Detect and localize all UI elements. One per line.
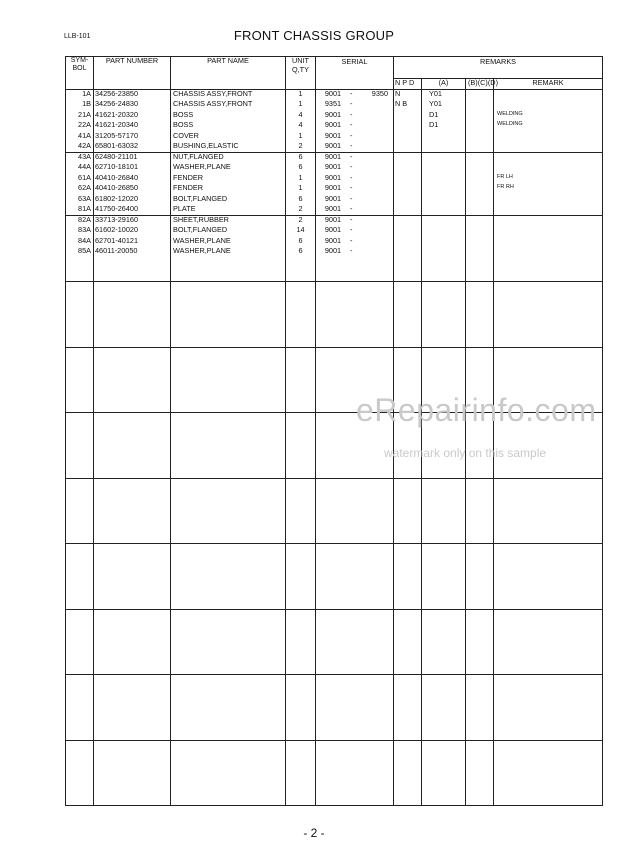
cell-part-name: SHEET,RUBBER [171, 216, 286, 227]
cell-serial-b: 9350 [371, 89, 388, 98]
cell-remark: WELDING [494, 121, 603, 132]
cell-remark-a [422, 184, 466, 195]
cell-remark-a [422, 247, 466, 258]
cell-serial-a: 9001 [324, 215, 342, 224]
part-group [66, 216, 603, 282]
empty-cell [494, 258, 603, 282]
watermark-main: eRepairinfo.com [356, 392, 597, 428]
empty-cell [66, 544, 94, 610]
header-remark-d: (D) [487, 78, 499, 87]
empty-cell [316, 740, 394, 806]
cell-serial-a: 9001 [324, 193, 342, 203]
cell-remark-a [422, 132, 466, 143]
cell-unit-qty: 6 [286, 247, 316, 258]
cell-remark-bcd [466, 195, 494, 206]
cell-remark-bcd [466, 216, 494, 227]
part-group [66, 153, 603, 216]
cell-part-name: BOSS [171, 121, 286, 132]
table-row [66, 121, 603, 132]
cell-unit-qty: 6 [286, 163, 316, 174]
cell-remark [494, 247, 603, 258]
cell-remark-a: D1 [422, 121, 466, 132]
empty-cell [171, 478, 286, 544]
blank-row [66, 282, 603, 348]
cell-remark-bcd [466, 237, 494, 248]
empty-cell [394, 740, 422, 806]
cell-part-name: WASHER,PLANE [171, 163, 286, 174]
empty-cell [286, 478, 316, 544]
cell-remark-a: Y01 [422, 90, 466, 101]
cell-serial-a: 9001 [324, 109, 342, 119]
cell-symbol: 22A [66, 121, 94, 132]
cell-serial-dash: - [350, 193, 353, 203]
empty-cell [466, 478, 494, 544]
cell-part-number: 40410-26850 [94, 184, 171, 195]
cell-remark [494, 195, 603, 206]
empty-cell [66, 282, 94, 348]
blank-row-group [66, 282, 603, 348]
blank-row [66, 478, 603, 544]
cell-part-number: 46011-20050 [94, 247, 171, 258]
cell-npd [394, 153, 422, 164]
cell-symbol: 61A [66, 174, 94, 185]
header-npd: N P D [394, 79, 422, 90]
cell-part-name: CHASSIS ASSY,FRONT [171, 90, 286, 101]
cell-unit-qty: 1 [286, 100, 316, 111]
cell-part-name: WASHER,PLANE [171, 247, 286, 258]
cell-serial-dash: - [350, 89, 353, 98]
cell-remark-bcd [466, 226, 494, 237]
cell-part-number: 31205-57170 [94, 132, 171, 143]
cell-remark [494, 142, 603, 153]
cell-serial-dash: - [350, 130, 353, 140]
cell-serial-a: 9001 [324, 89, 342, 98]
cell-serial-a: 9001 [324, 120, 342, 129]
empty-cell [286, 544, 316, 610]
empty-cell [422, 282, 466, 348]
cell-remark: FR RH [494, 184, 603, 195]
cell-part-name: BOLT,FLANGED [171, 226, 286, 237]
cell-symbol: 62A [66, 184, 94, 195]
cell-remark [494, 237, 603, 248]
cell-part-name: CHASSIS ASSY,FRONT [171, 100, 286, 111]
cell-serial-dash: - [350, 172, 353, 182]
cell-remark-bcd [466, 100, 494, 111]
empty-cell [466, 740, 494, 806]
blank-row-group [66, 740, 603, 806]
cell-remark-bcd [466, 90, 494, 101]
cell-remark-a [422, 216, 466, 227]
cell-part-number: 41621-20320 [94, 111, 171, 122]
empty-cell [316, 609, 394, 675]
cell-part-number: 61602-10020 [94, 226, 171, 237]
cell-symbol: 42A [66, 142, 94, 153]
empty-cell [286, 282, 316, 348]
cell-remark: WELDING [494, 111, 603, 122]
cell-serial-a: 9001 [324, 235, 342, 245]
empty-cell [94, 544, 171, 610]
cell-serial-dash: - [350, 204, 353, 213]
empty-cell [94, 740, 171, 806]
cell-serial-a: 9001 [324, 225, 342, 234]
cell-serial-dash: - [350, 99, 353, 108]
blank-row [66, 609, 603, 675]
cell-part-name: FENDER [171, 184, 286, 195]
cell-serial-dash: - [350, 215, 353, 224]
cell-serial-a: 9001 [324, 172, 342, 182]
cell-unit-qty: 1 [286, 90, 316, 101]
empty-cell [66, 609, 94, 675]
cell-serial-a: 9001 [324, 246, 342, 255]
part-group [66, 90, 603, 153]
cell-remark-bcd [466, 247, 494, 258]
cell-npd [394, 163, 422, 174]
cell-remark-a [422, 226, 466, 237]
cell-remark [494, 226, 603, 237]
cell-remark-bcd [466, 111, 494, 122]
table-row [66, 247, 603, 258]
empty-cell [466, 282, 494, 348]
cell-part-name: FENDER [171, 174, 286, 185]
empty-cell [286, 675, 316, 741]
cell-serial-a: 9001 [324, 183, 342, 192]
cell-symbol: 44A [66, 163, 94, 174]
cell-remark-bcd [466, 142, 494, 153]
cell-serial-dash: - [350, 109, 353, 119]
cell-npd [394, 247, 422, 258]
cell-remark-bcd [466, 163, 494, 174]
cell-part-name: BUSHING,ELASTIC [171, 142, 286, 153]
cell-serial [316, 100, 394, 111]
cell-remark [494, 153, 603, 164]
header-remarks: REMARKS [394, 57, 603, 79]
empty-cell [171, 609, 286, 675]
cell-npd [394, 216, 422, 227]
table-row [66, 100, 603, 111]
cell-unit-qty: 1 [286, 174, 316, 185]
cell-serial [316, 121, 394, 132]
header-remark-a: (A) [422, 79, 466, 90]
blank-row [66, 675, 603, 741]
empty-cell [94, 258, 171, 282]
page-code: LLB-101 [64, 33, 91, 40]
cell-remark [494, 205, 603, 216]
cell-npd [394, 184, 422, 195]
blank-row [66, 740, 603, 806]
cell-remark [494, 132, 603, 143]
header-symbol: SYM- BOL [66, 57, 94, 90]
header-part-number: PART NUMBER [94, 57, 171, 90]
empty-cell [66, 478, 94, 544]
cell-remark [494, 163, 603, 174]
cell-remark-bcd [466, 184, 494, 195]
empty-cell [94, 282, 171, 348]
cell-part-name: WASHER,PLANE [171, 237, 286, 248]
watermark-sub: watermark only on this sample [384, 446, 547, 460]
cell-serial-a: 9001 [324, 141, 342, 150]
cell-remark-bcd [466, 132, 494, 143]
cell-remark [494, 100, 603, 111]
empty-cell [286, 609, 316, 675]
cell-symbol: 21A [66, 111, 94, 122]
cell-npd: N [394, 90, 422, 101]
cell-unit-qty: 14 [286, 226, 316, 237]
cell-remark-a [422, 163, 466, 174]
cell-symbol: 85A [66, 247, 94, 258]
cell-serial [316, 205, 394, 216]
group-filler [66, 258, 603, 282]
cell-part-number: 41750-26400 [94, 205, 171, 216]
cell-symbol: 1A [66, 90, 94, 101]
cell-npd [394, 195, 422, 206]
cell-npd [394, 174, 422, 185]
empty-cell [394, 258, 422, 282]
cell-npd [394, 121, 422, 132]
blank-row [66, 544, 603, 610]
cell-part-number: 34256-24830 [94, 100, 171, 111]
cell-npd [394, 205, 422, 216]
empty-cell [316, 478, 394, 544]
cell-serial [316, 163, 394, 174]
empty-cell [422, 609, 466, 675]
empty-cell [66, 413, 94, 479]
cell-npd [394, 142, 422, 153]
cell-remark-a [422, 205, 466, 216]
cell-unit-qty: 2 [286, 216, 316, 227]
cell-serial-dash: - [350, 235, 353, 245]
table-row [66, 142, 603, 153]
cell-remark-bcd [466, 153, 494, 164]
cell-symbol: 63A [66, 195, 94, 206]
table-row [66, 163, 603, 174]
empty-cell [494, 544, 603, 610]
blank-row-group [66, 609, 603, 675]
cell-remark-a [422, 153, 466, 164]
cell-symbol: 43A [66, 153, 94, 164]
empty-cell [394, 544, 422, 610]
cell-remark-a: D1 [422, 111, 466, 122]
empty-cell [66, 258, 94, 282]
empty-cell [171, 413, 286, 479]
cell-npd [394, 132, 422, 143]
cell-unit-qty: 6 [286, 237, 316, 248]
cell-unit-qty: 1 [286, 132, 316, 143]
empty-cell [171, 740, 286, 806]
cell-npd: N B [394, 100, 422, 111]
empty-cell [286, 347, 316, 413]
blank-row-group [66, 675, 603, 741]
cell-npd [394, 226, 422, 237]
table-row [66, 226, 603, 237]
cell-npd [394, 111, 422, 122]
cell-unit-qty: 2 [286, 142, 316, 153]
empty-cell [171, 282, 286, 348]
empty-cell [494, 609, 603, 675]
empty-cell [171, 258, 286, 282]
cell-remark-bcd [466, 121, 494, 132]
cell-serial [316, 142, 394, 153]
empty-cell [422, 478, 466, 544]
cell-part-number: 61802-12020 [94, 195, 171, 206]
empty-cell [94, 478, 171, 544]
header-remark-b: (B) [468, 78, 478, 87]
cell-symbol: 83A [66, 226, 94, 237]
cell-part-name: PLATE [171, 205, 286, 216]
table-row [66, 205, 603, 216]
cell-part-number: 34256-23850 [94, 90, 171, 101]
empty-cell [394, 282, 422, 348]
cell-unit-qty: 2 [286, 205, 316, 216]
empty-cell [316, 544, 394, 610]
header-part-name: PART NAME [171, 57, 286, 90]
empty-cell [316, 282, 394, 348]
cell-serial-a: 9001 [324, 152, 342, 161]
cell-serial [316, 184, 394, 195]
cell-remark-bcd [466, 205, 494, 216]
cell-part-number: 40410-26840 [94, 174, 171, 185]
cell-part-number: 62701-40121 [94, 237, 171, 248]
empty-cell [494, 478, 603, 544]
cell-remark-a [422, 142, 466, 153]
empty-cell [466, 609, 494, 675]
empty-cell [494, 740, 603, 806]
empty-cell [394, 609, 422, 675]
cell-unit-qty: 6 [286, 153, 316, 164]
cell-remark [494, 90, 603, 101]
empty-cell [66, 675, 94, 741]
empty-cell [94, 413, 171, 479]
page-title: FRONT CHASSIS GROUP [233, 28, 395, 43]
cell-serial-a: 9351 [324, 99, 342, 108]
empty-cell [466, 675, 494, 741]
cell-unit-qty: 4 [286, 121, 316, 132]
cell-serial-a: 9001 [324, 162, 342, 171]
cell-serial [316, 226, 394, 237]
empty-cell [422, 258, 466, 282]
empty-cell [94, 609, 171, 675]
cell-remark-a [422, 174, 466, 185]
cell-serial-dash: - [350, 246, 353, 255]
empty-cell [494, 282, 603, 348]
empty-cell [171, 544, 286, 610]
empty-cell [466, 544, 494, 610]
table-header [66, 57, 603, 90]
empty-cell [286, 740, 316, 806]
blank-row-group [66, 544, 603, 610]
cell-remark-bcd [466, 174, 494, 185]
cell-part-number: 65801-63032 [94, 142, 171, 153]
cell-part-number: 41621-20340 [94, 121, 171, 132]
empty-cell [316, 258, 394, 282]
empty-cell [94, 675, 171, 741]
header-unit-qty: UNIT Q,TY [286, 57, 316, 90]
cell-remark-a [422, 237, 466, 248]
cell-symbol: 81A [66, 205, 94, 216]
cell-remark-a: Y01 [422, 100, 466, 111]
cell-remark [494, 216, 603, 227]
cell-serial-a: 9001 [324, 204, 342, 213]
cell-remark: FR LH [494, 174, 603, 185]
cell-serial [316, 247, 394, 258]
cell-serial-dash: - [350, 162, 353, 171]
cell-part-number: 62710-18101 [94, 163, 171, 174]
cell-part-name: BOSS [171, 111, 286, 122]
header-remark-c: (C) [477, 78, 488, 87]
empty-cell [394, 478, 422, 544]
cell-part-name: BOLT,FLANGED [171, 195, 286, 206]
empty-cell [494, 675, 603, 741]
cell-part-name: NUT,FLANGED [171, 153, 286, 164]
cell-serial-dash: - [350, 152, 353, 161]
cell-symbol: 41A [66, 132, 94, 143]
cell-part-name: COVER [171, 132, 286, 143]
empty-cell [466, 258, 494, 282]
empty-cell [66, 347, 94, 413]
empty-cell [171, 347, 286, 413]
cell-part-number: 62480-21101 [94, 153, 171, 164]
header-remark: REMARK [494, 79, 603, 90]
cell-unit-qty: 4 [286, 111, 316, 122]
blank-row-group [66, 478, 603, 544]
header-serial: SERIAL [316, 57, 394, 90]
empty-cell [422, 544, 466, 610]
cell-serial-dash: - [350, 183, 353, 192]
cell-remark-a [422, 195, 466, 206]
header-remark-bcd [466, 78, 499, 90]
cell-serial-a: 9001 [324, 130, 342, 140]
parts-table [65, 56, 603, 806]
cell-serial-dash: - [350, 141, 353, 150]
empty-cell [316, 675, 394, 741]
cell-unit-qty: 1 [286, 184, 316, 195]
cell-symbol: 1B [66, 100, 94, 111]
cell-part-number: 33713-29160 [94, 216, 171, 227]
table-row [66, 184, 603, 195]
empty-cell [422, 675, 466, 741]
cell-symbol: 84A [66, 237, 94, 248]
cell-unit-qty: 6 [286, 195, 316, 206]
page-number: - 2 - [303, 826, 325, 840]
empty-cell [66, 740, 94, 806]
cell-serial-dash: - [350, 225, 353, 234]
empty-cell [422, 740, 466, 806]
cell-serial-dash: - [350, 120, 353, 129]
empty-cell [394, 675, 422, 741]
empty-cell [286, 413, 316, 479]
cell-npd [394, 237, 422, 248]
cell-symbol: 82A [66, 216, 94, 227]
empty-cell [171, 675, 286, 741]
empty-cell [94, 347, 171, 413]
empty-cell [286, 258, 316, 282]
